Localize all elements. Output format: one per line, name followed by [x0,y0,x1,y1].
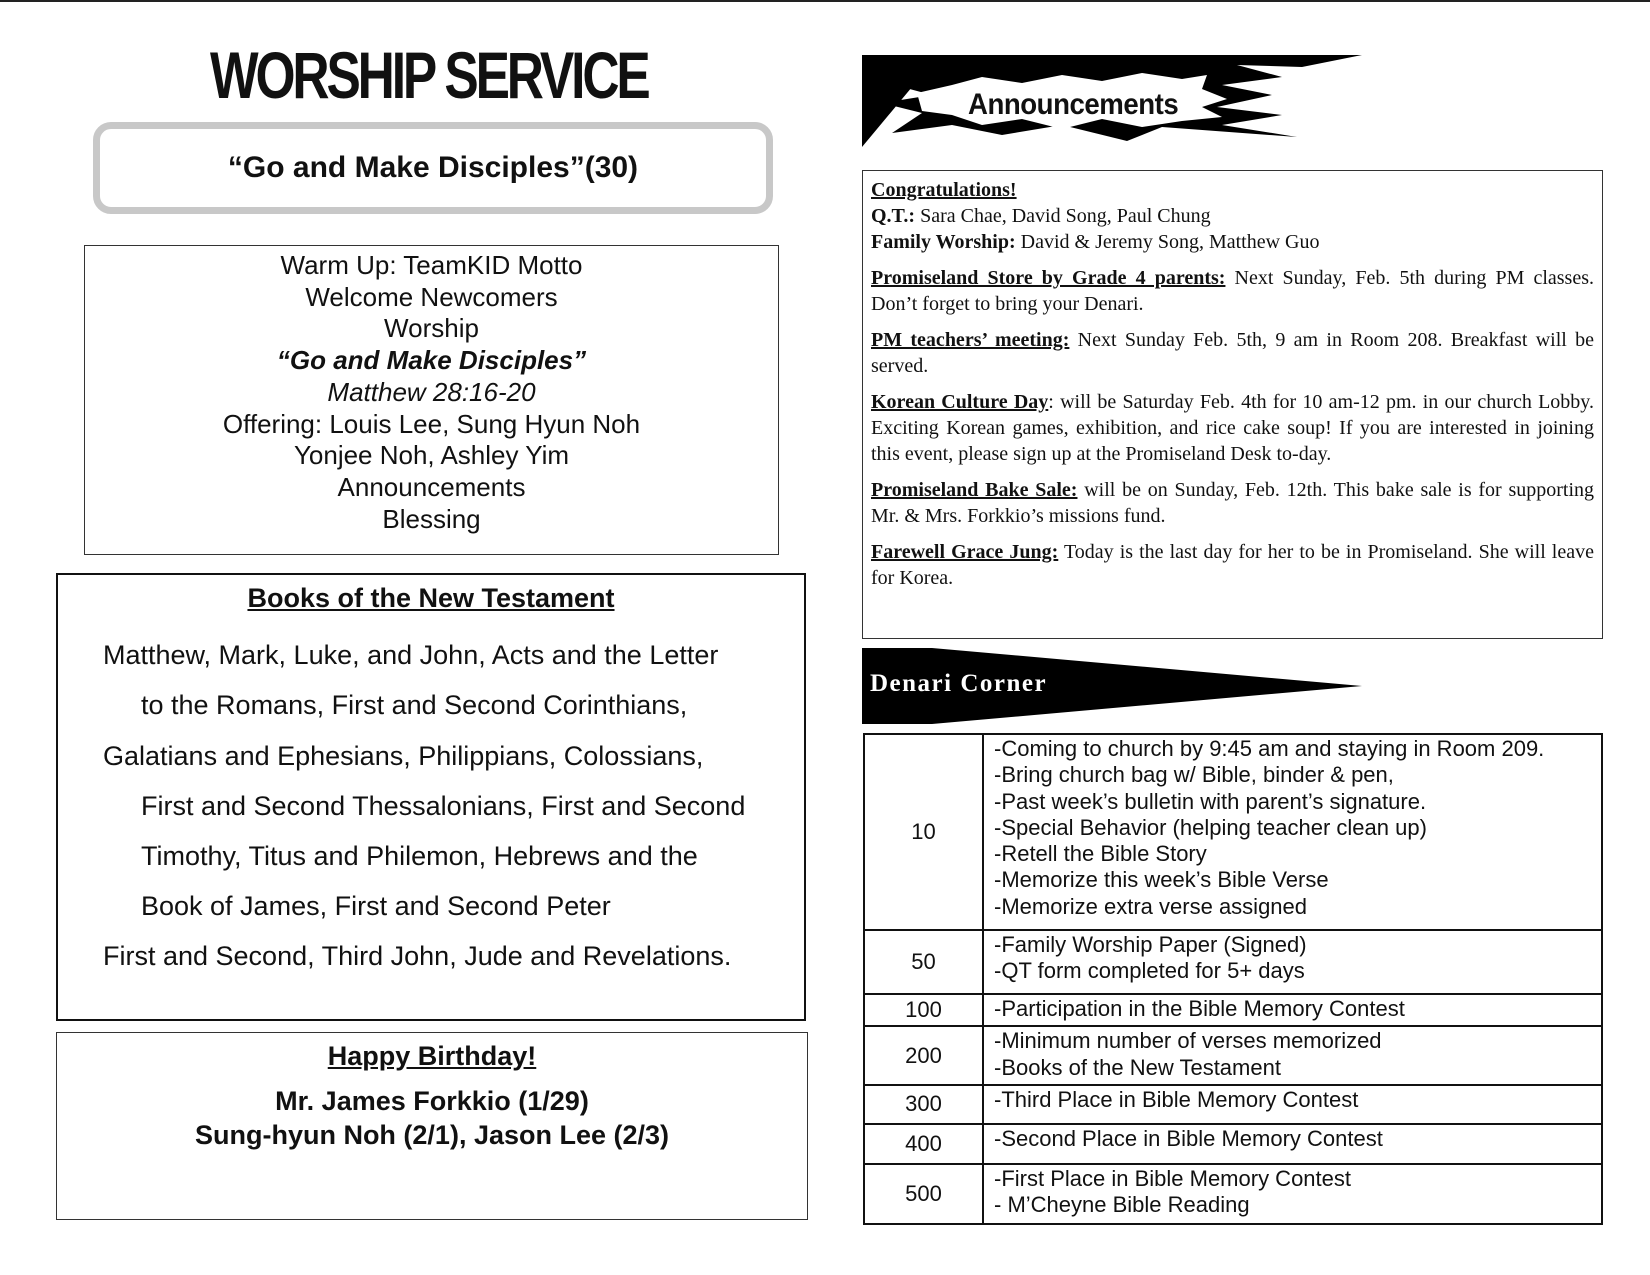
denari-points: 500 [864,1164,983,1224]
service-item: Yonjee Noh, Ashley Yim [293,440,570,471]
denari-corner-label: Denari Corner [870,670,1048,697]
denari-criteria [983,930,1602,994]
books-line: Matthew, Mark, Luke, and John, Acts and the Letter [103,640,719,670]
denari-criterion: -Third Place in Bible Memory Contest [994,1086,1359,1112]
announcement-item: Promiseland Store by Grade 4 parents: Next Sunday, Feb. 5th during PM classes. Don’t forget to bring your Denari. [871,267,1594,315]
order-of-service [84,245,779,555]
denari-points: 400 [864,1124,983,1164]
denari-points: 10 [864,734,983,930]
service-item: Worship [384,313,479,344]
service-item: Welcome Newcomers [305,281,558,312]
denari-criterion: -Books of the New Testament [994,1054,1281,1080]
denari-points: 50 [864,930,983,994]
denari-criterion: - M’Cheyne Bible Reading [994,1192,1250,1218]
denari-points: 100 [864,994,983,1026]
congrats-heading: Congratulations! [871,179,1017,201]
denari-row [864,1124,1602,1164]
denari-criteria [983,734,1602,930]
congrats-family-worship: Family Worship: David & Jeremy Song, Matthew Guo [871,231,1320,253]
books-line: First and Second, Third John, Jude and Revelations. [103,941,732,971]
service-item: Matthew 28:16-20 [327,376,536,407]
service-item: Warm Up: TeamKID Motto [280,250,583,280]
denari-criterion: -First Place in Bible Memory Contest [994,1165,1351,1191]
denari-points: 200 [864,1026,983,1085]
denari-row [864,734,1602,930]
books-line: to the Romans, First and Second Corinthians, [141,690,688,720]
page-title: WORSHIP SERVICE [210,38,648,112]
denari-criterion: -Minimum number of verses memorized [994,1028,1382,1054]
denari-criterion: -Memorize extra verse assigned [994,893,1308,919]
denari-criterion: -QT form completed for 5+ days [994,958,1305,984]
denari-row [864,930,1602,994]
denari-criterion: -Family Worship Paper (Signed) [994,932,1307,957]
top-rule [0,0,1650,2]
announcement-item: Promiseland Bake Sale: will be on Sunday, Feb. 12th. This bake sale is for supporting Mr. & Mrs. Forkkio’s missions fund. [871,479,1595,527]
books-of-new-testament [56,573,806,1021]
denari-criterion: -Participation in the Bible Memory Contest [994,996,1405,1021]
theme-box [93,122,773,214]
books-line: Timothy, Titus and Philemon, Hebrews and the [141,841,698,871]
announcement-item: PM teachers’ meeting: Next Sunday Feb. 5th, 9 am in Room 208. Breakfast will be served. [871,329,1594,377]
denari-criterion: -Bring church bag w/ Bible, binder & pen, [994,762,1394,788]
denari-criterion: -Memorize this week’s Bible Verse [994,867,1329,893]
service-item: Blessing [382,503,481,534]
birthday-box [56,1032,808,1220]
denari-row [864,1085,1602,1124]
denari-criteria [983,1026,1602,1085]
denari-criterion: -Coming to church by 9:45 am and staying in Room 209. [994,736,1545,761]
announcement-item: Farewell Grace Jung: Today is the last day for her to be in Promiseland. She will leave for Korea. [871,541,1594,589]
denari-row [864,1164,1602,1224]
books-line: Galatians and Ephesians, Philippians, Colossians, [103,741,704,771]
denari-criterion: -Past week’s bulletin with parent’s signature. [994,788,1427,814]
announcement-item: Korean Culture Day: will be Saturday Feb. 4th for 10 am-12 pm. in our church Lobby. Exciting Korean games, exhibition, and rice cake soup! If you are interested in joining this event, please sign up at the Promiseland Desk to-day. [871,391,1594,465]
birthday-title: Happy Birthday! [327,1041,537,1071]
denari-row [864,994,1602,1026]
denari-points: 300 [864,1085,983,1124]
theme-title: “Go and Make Disciples”(30) [227,151,639,184]
books-line: First and Second Thessalonians, First and Second [141,791,746,821]
denari-criteria [983,994,1602,1026]
service-item: “Go and Make Disciples” [276,345,587,376]
birthday-line: Mr. James Forkkio (1/29) [275,1086,589,1116]
denari-criterion: -Second Place in Bible Memory Contest [994,1125,1383,1151]
denari-criteria [983,1124,1602,1164]
denari-criterion: -Retell the Bible Story [994,841,1207,867]
service-item: Announcements [337,471,526,502]
denari-criterion: -Special Behavior (helping teacher clean up) [994,814,1427,840]
birthday-line: Sung-hyun Noh (2/1), Jason Lee (2/3) [194,1120,670,1150]
books-title: Books of the New Testament [247,583,615,613]
announcements-box [862,170,1603,639]
denari-table [863,733,1603,1225]
books-line: Book of James, First and Second Peter [141,891,611,921]
announcements-label: Announcements [968,88,1179,121]
denari-row [864,1026,1602,1085]
denari-criteria [983,1164,1602,1224]
denari-criteria [983,1085,1602,1124]
service-item: Offering: Louis Lee, Sung Hyun Noh [222,408,641,439]
congrats-qt: Q.T.: Sara Chae, David Song, Paul Chung [871,205,1211,227]
